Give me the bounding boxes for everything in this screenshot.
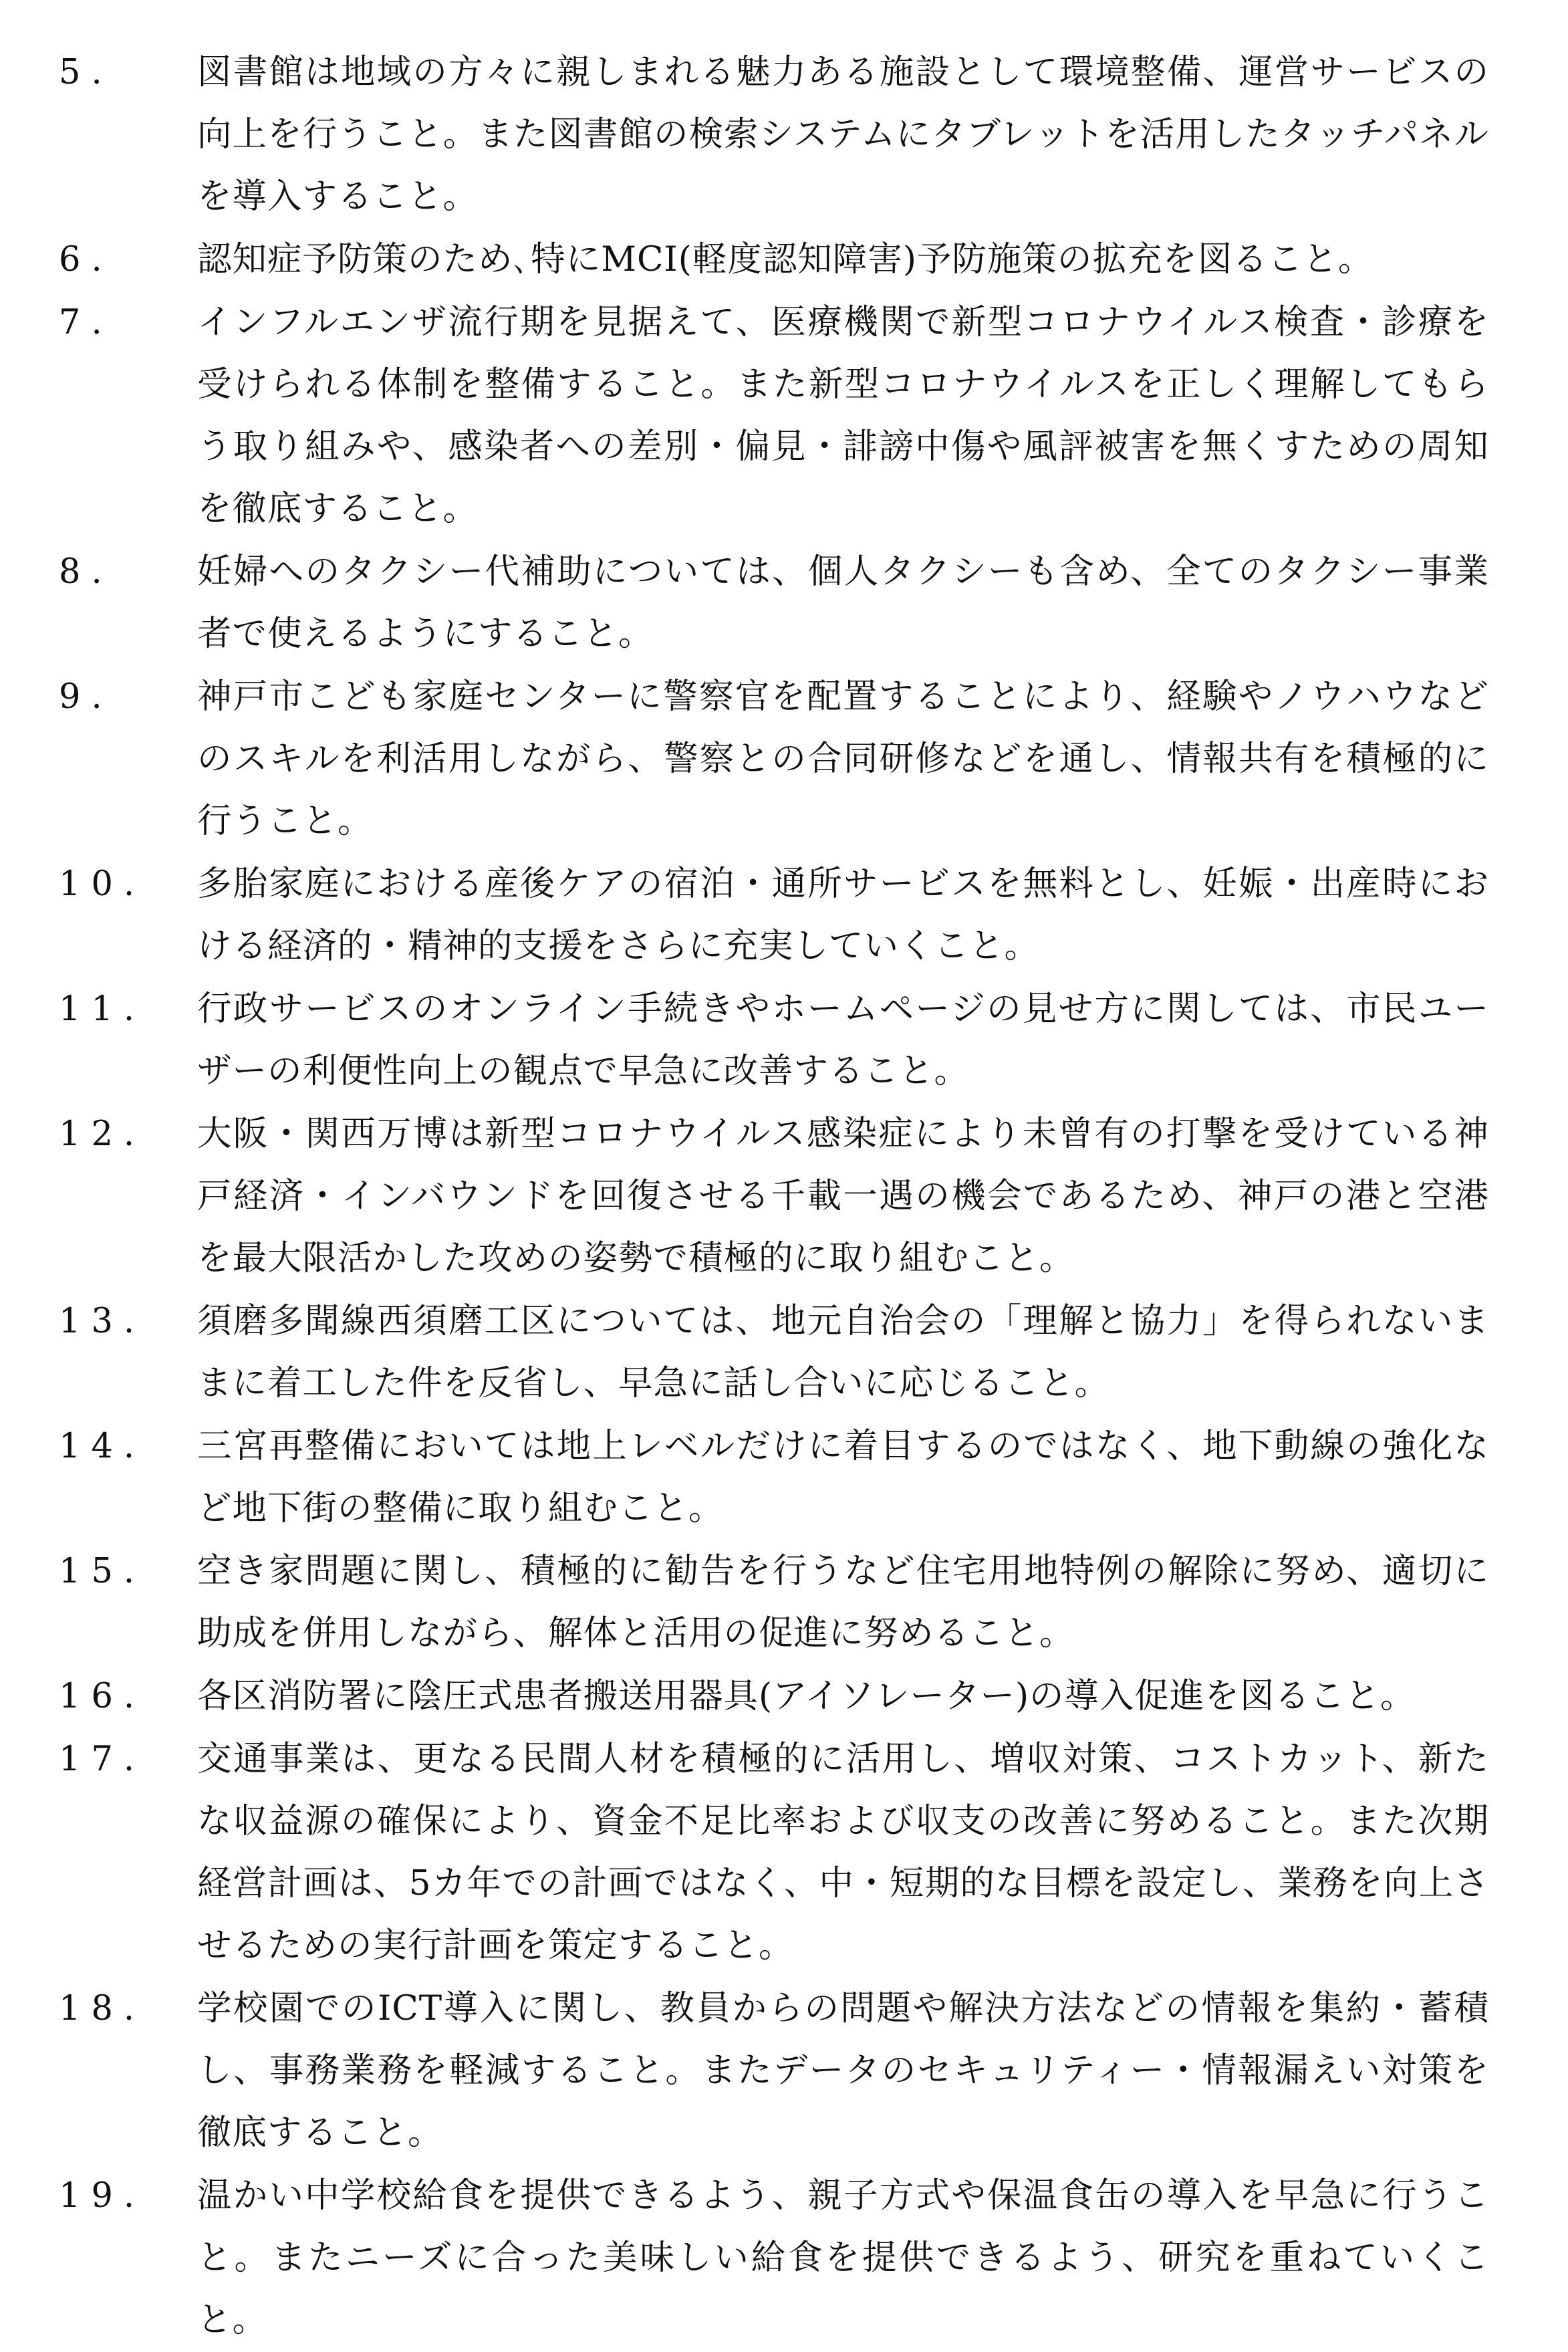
- item-number: 7.: [59, 303, 113, 342]
- list-item: [59, 853, 1489, 977]
- list-item: [59, 229, 1489, 291]
- item-number: 18.: [59, 1989, 146, 2028]
- list-item: [59, 1728, 1489, 1977]
- item-number: 8.: [59, 552, 113, 592]
- item-number: 5.: [59, 53, 113, 92]
- item-number: 13.: [59, 1302, 146, 1341]
- item-text: 行政サービスのオンライン手続きやホームページの見せ方に関しては、市民ユーザーの利便性向上の観点で早急に改善すること。: [197, 989, 1489, 1091]
- list-item: [59, 41, 1489, 228]
- list-item: [59, 1415, 1489, 1540]
- item-number: 9.: [59, 677, 113, 717]
- item-number: 17.: [59, 1740, 146, 1779]
- item-number: 10.: [59, 864, 146, 904]
- item-number: 14.: [59, 1427, 146, 1466]
- item-text: 認知症予防策のため､特にMCI(軽度認知障害)予防施策の拡充を図ること。: [197, 239, 1374, 279]
- item-text: 須磨多聞線西須磨工区については、地元自治会の「理解と協力」を得られないままに着工した件を反省し、早急に話し合いに応じること。: [197, 1301, 1489, 1403]
- item-text: 神戸市こども家庭センターに警察官を配置することにより、経験やノウハウなどのスキルを利活用しながら、警察との合同研修などを通し、情報共有を積極的に行うこと。: [197, 677, 1489, 841]
- list-item: [59, 291, 1489, 540]
- request-list: [59, 41, 1489, 2352]
- list-item: [59, 1103, 1489, 1290]
- list-item: [59, 541, 1489, 665]
- item-text: 多胎家庭における産後ケアの宿泊・通所サービスを無料とし、妊娠・出産時における経済的・精神的支援をさらに充実していくこと。: [197, 864, 1489, 966]
- item-text: 三宮再整備においては地上レベルだけに着目するのではなく、地下動線の強化など地下街の整備に取り組むこと。: [197, 1426, 1489, 1528]
- item-number: 12.: [59, 1114, 146, 1154]
- item-text: 交通事業は、更なる民間人材を積極的に活用し、増収対策、コストカット、新たな収益源の確保により、資金不足比率および収支の改善に努めること。また次期経営計画は、5カ年での計画ではなく、中・短期的な目標を設定し、業務を向上させるための実行計画を策定すること。: [197, 1739, 1489, 1966]
- item-text: 図書館は地域の方々に親しまれる魅力ある施設として環境整備、運営サービスの向上を行うこと。また図書館の検索システムにタブレットを活用したタッチパネルを導入すること。: [197, 52, 1489, 217]
- list-item: [59, 1665, 1489, 1728]
- list-item: [59, 978, 1489, 1102]
- item-text: 大阪・関西万博は新型コロナウイルス感染症により未曾有の打撃を受けている神戸経済・インバウンドを回復させる千載一遇の機会であるため、神戸の港と空港を最大限活かした攻めの姿勢で積極的に取り組むこと。: [197, 1114, 1489, 1278]
- item-text: 妊婦へのタクシー代補助については、個人タクシーも含め、全てのタクシー事業者で使えるようにすること。: [197, 552, 1489, 654]
- list-item: [59, 666, 1489, 852]
- item-number: 15.: [59, 1552, 146, 1591]
- item-number: 11.: [59, 989, 146, 1029]
- item-text: 温かい中学校給食を提供できるよう、親子方式や保温食缶の導入を早急に行うこと。またニーズに合った美味しい給食を提供できるよう、研究を重ねていくこと。: [197, 2175, 1489, 2340]
- list-item: [59, 1290, 1489, 1415]
- item-text: 各区消防署に陰圧式患者搬送用器具(アイソレーター)の導入促進を図ること。: [197, 1676, 1416, 1716]
- item-number: 19.: [59, 2176, 146, 2216]
- item-text: 学校園でのICT導入に関し、教員からの問題や解決方法などの情報を集約・蓄積し、事務業務を軽減すること。またデータのセキュリティー・情報漏えい対策を徹底すること。: [197, 1988, 1489, 2153]
- list-item: [59, 1540, 1489, 1665]
- item-number: 16.: [59, 1677, 146, 1716]
- item-number: 6.: [59, 240, 113, 279]
- item-text: 空き家問題に関し、積極的に勧告を行うなど住宅用地特例の解除に努め、適切に助成を併用しながら、解体と活用の促進に努めること。: [197, 1551, 1489, 1653]
- list-item: [59, 2165, 1489, 2351]
- item-text: インフルエンザ流行期を見据えて、医療機関で新型コロナウイルス検査・診療を受けられる体制を整備すること。また新型コロナウイルスを正しく理解してもらう取り組みや、感染者への差別・偏見・誹謗中傷や風評被害を無くすための周知を徹底すること。: [197, 302, 1489, 529]
- list-item: [59, 1978, 1489, 2164]
